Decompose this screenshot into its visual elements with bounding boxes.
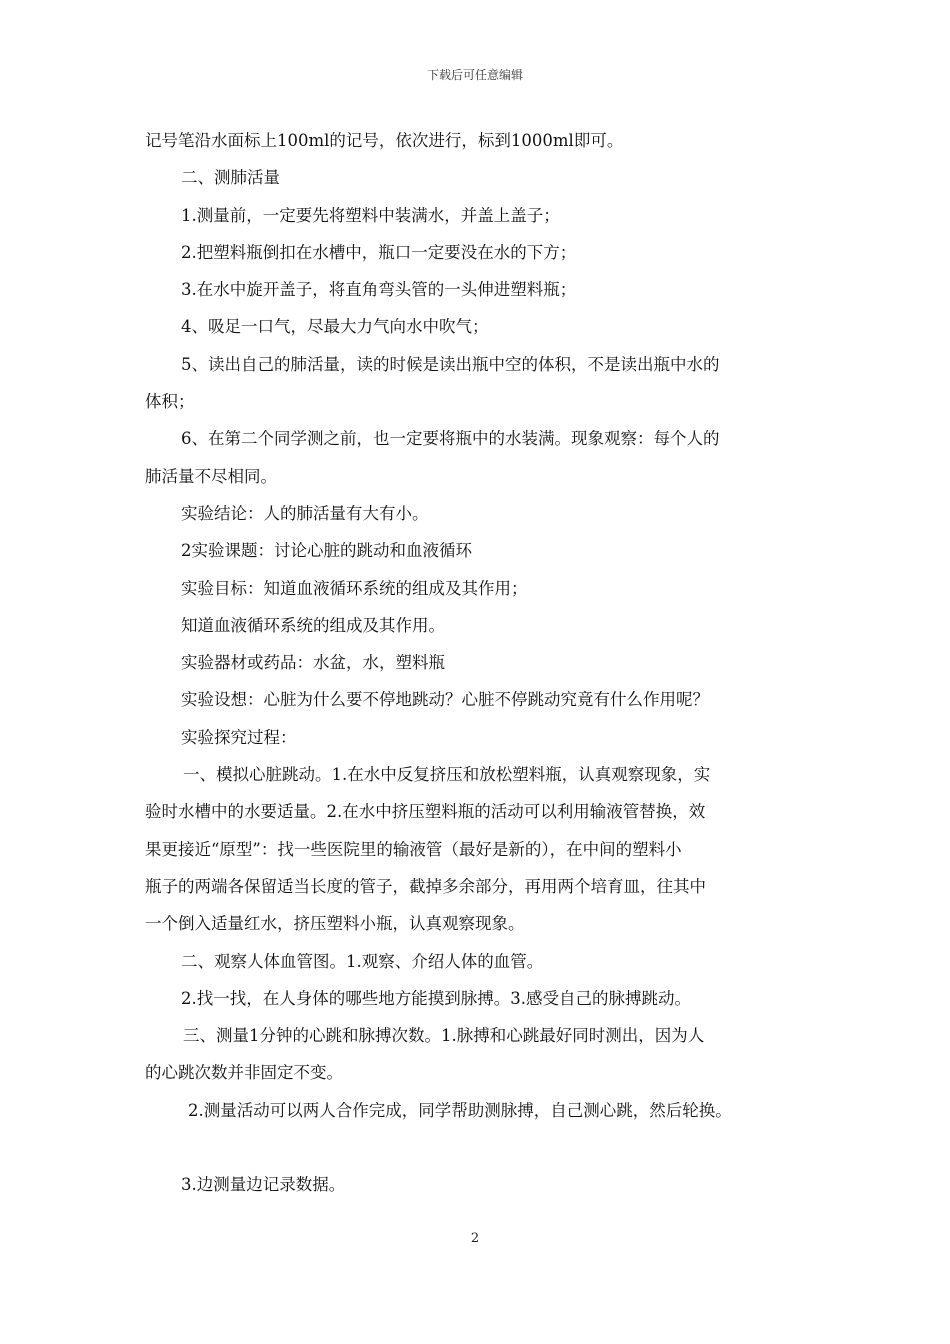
section-heading: 二、观察人体血管图。1.观察、介绍人体的血管。 [181, 951, 544, 971]
text-line: 1.测量前，一定要先将塑料中装满水，并盖上盖子； [181, 205, 560, 225]
text-line: 实验器材或药品：水盆，水，塑料瓶 [181, 653, 445, 673]
text-line: 2实验课题：讨论心脏的跳动和血液循环 [181, 541, 472, 561]
text-line: 体积； [145, 392, 195, 412]
page-number: 2 [470, 1231, 480, 1246]
text-line: 验时水槽中的水要适量。2.在水中挤压塑料瓶的活动可以利用输液管替换，效 [145, 802, 706, 822]
text-line: 3.边测量边记录数据。 [181, 1175, 346, 1195]
text-line: 实验设想：心脏为什么要不停地跳动？心脏不停跳动究竟有什么作用呢？ [181, 690, 709, 710]
text-line: 的心跳次数并非固定不变。 [145, 1063, 343, 1083]
section-heading: 二、测肺活量 [181, 168, 280, 188]
text-line: 6、在第二个同学测之前，也一定要将瓶中的水装满。现象观察：每个人的 [181, 429, 720, 449]
text-line: 三、测量1分钟的心跳和脉搏次数。1.脉搏和心跳最好同时测出，因为人 [183, 1026, 705, 1046]
text-line: 实验结论：人的肺活量有大有小。 [181, 503, 429, 523]
text-line: 5、读出自己的肺活量，读的时候是读出瓶中空的体积，不是读出瓶中水的 [181, 354, 720, 374]
text-line: 2.把塑料瓶倒扣在水槽中，瓶口一定要没在水的下方； [181, 242, 577, 262]
text-line: 4、吸足一口气，尽最大力气向水中吹气； [181, 317, 489, 337]
text-line: 瓶子的两端各保留适当长度的管子，截掉多余部分，再用两个培育皿，往其中 [145, 876, 706, 896]
text-line: 果更接近“原型”：找一些医院里的输液管（最好是新的），在中间的塑料小 [145, 839, 682, 859]
text-line: 一、模拟心脏跳动。1.在水中反复挤压和放松塑料瓶，认真观察现象，实 [183, 765, 711, 785]
text-line: 知道血液循环系统的组成及其作用。 [181, 615, 445, 635]
document-body [145, 122, 815, 1203]
text-line: 肺活量不尽相同。 [145, 466, 277, 486]
text-line: 一个倒入适量红水，挤压塑料小瓶，认真观察现象。 [145, 914, 525, 934]
text-line: 实验目标：知道血液循环系统的组成及其作用； [181, 578, 528, 598]
text-line: 3.在水中旋开盖子，将直角弯头管的一头伸进塑料瓶； [181, 280, 577, 300]
page-header: 下载后可任意编辑 [426, 68, 523, 82]
text-line: 2.测量活动可以两人合作完成，同学帮助测脉搏，自己测心跳，然后轮换。 [188, 1100, 732, 1120]
blank-line [145, 1129, 815, 1166]
text-line: 2.找一找，在人身体的哪些地方能摸到脉搏。3.感受自己的脉搏跳动。 [181, 988, 691, 1008]
text-line: 记号笔沿水面标上100ml的记号，依次进行，标到1000ml即可。 [145, 131, 624, 150]
text-line: 实验探究过程： [181, 727, 297, 747]
